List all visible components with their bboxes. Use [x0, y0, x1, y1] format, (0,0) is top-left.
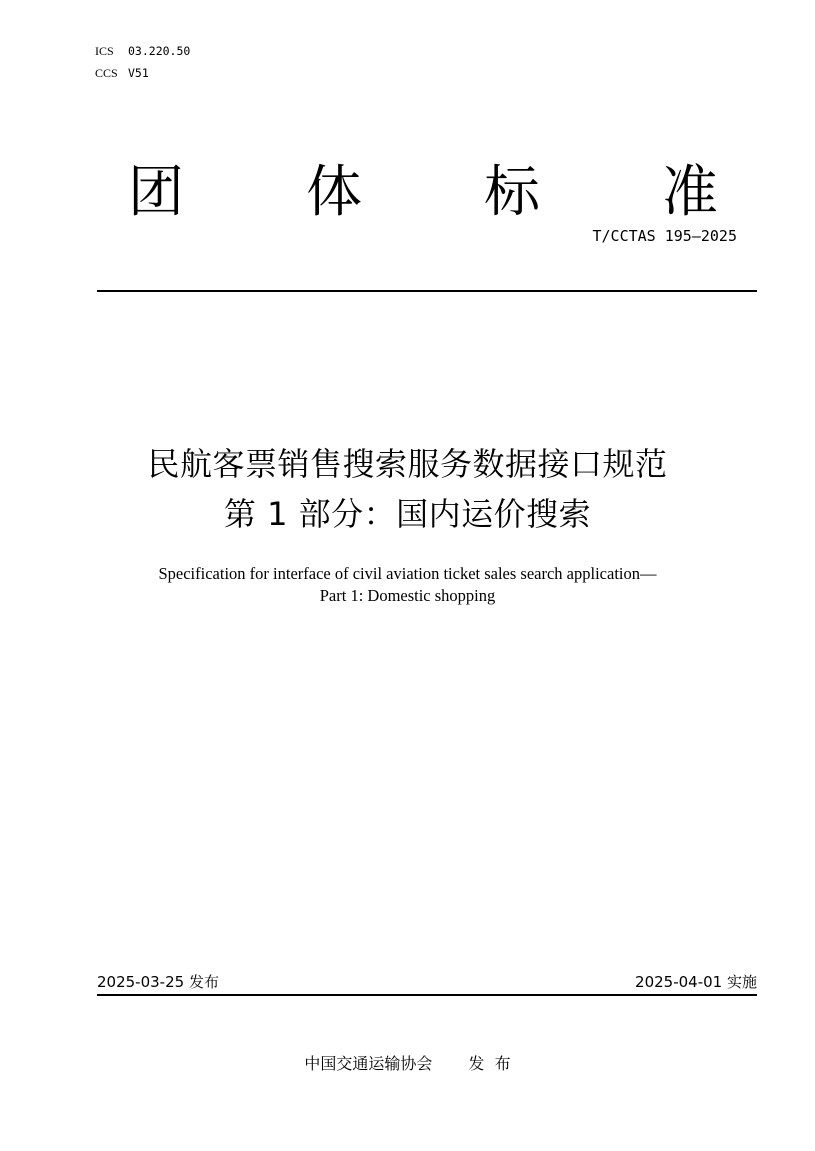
implement-date: 2025-04-01 实施 [635, 973, 757, 991]
english-title-line-1: Specification for interface of civil aviation ticket sales search application— [158, 564, 657, 583]
classification-codes [95, 40, 190, 84]
publisher-line [0, 1052, 815, 1076]
ccs-row [95, 62, 190, 84]
standard-number: T/CCTAS 195—2025 [592, 227, 737, 245]
publisher-name: 中国交通运输协会 [304, 1054, 433, 1073]
standard-type-char-1: 团 [128, 160, 184, 225]
chinese-title-line-1: 民航客票销售搜索服务数据接口规范 [147, 445, 668, 483]
ccs-label: CCS [95, 66, 118, 80]
chinese-title-line-2: 第 1 部分：国内运价搜索 [223, 495, 592, 533]
standard-type-heading [128, 158, 718, 228]
standard-type-char-4: 准 [662, 160, 718, 225]
top-divider [97, 290, 757, 292]
standard-type-char-2: 体 [306, 160, 362, 225]
ics-label: ICS [95, 44, 114, 58]
ics-value: 03.220.50 [128, 44, 191, 58]
issue-date: 2025-03-25 发布 [97, 973, 219, 991]
bottom-divider [97, 994, 757, 996]
standard-type-char-3: 标 [484, 160, 540, 225]
publisher-action: 发 布 [468, 1054, 511, 1073]
english-title-line-2: Part 1: Domestic shopping [319, 586, 496, 605]
ics-row [95, 40, 190, 62]
ccs-value: V51 [128, 66, 149, 80]
date-row [97, 970, 757, 994]
